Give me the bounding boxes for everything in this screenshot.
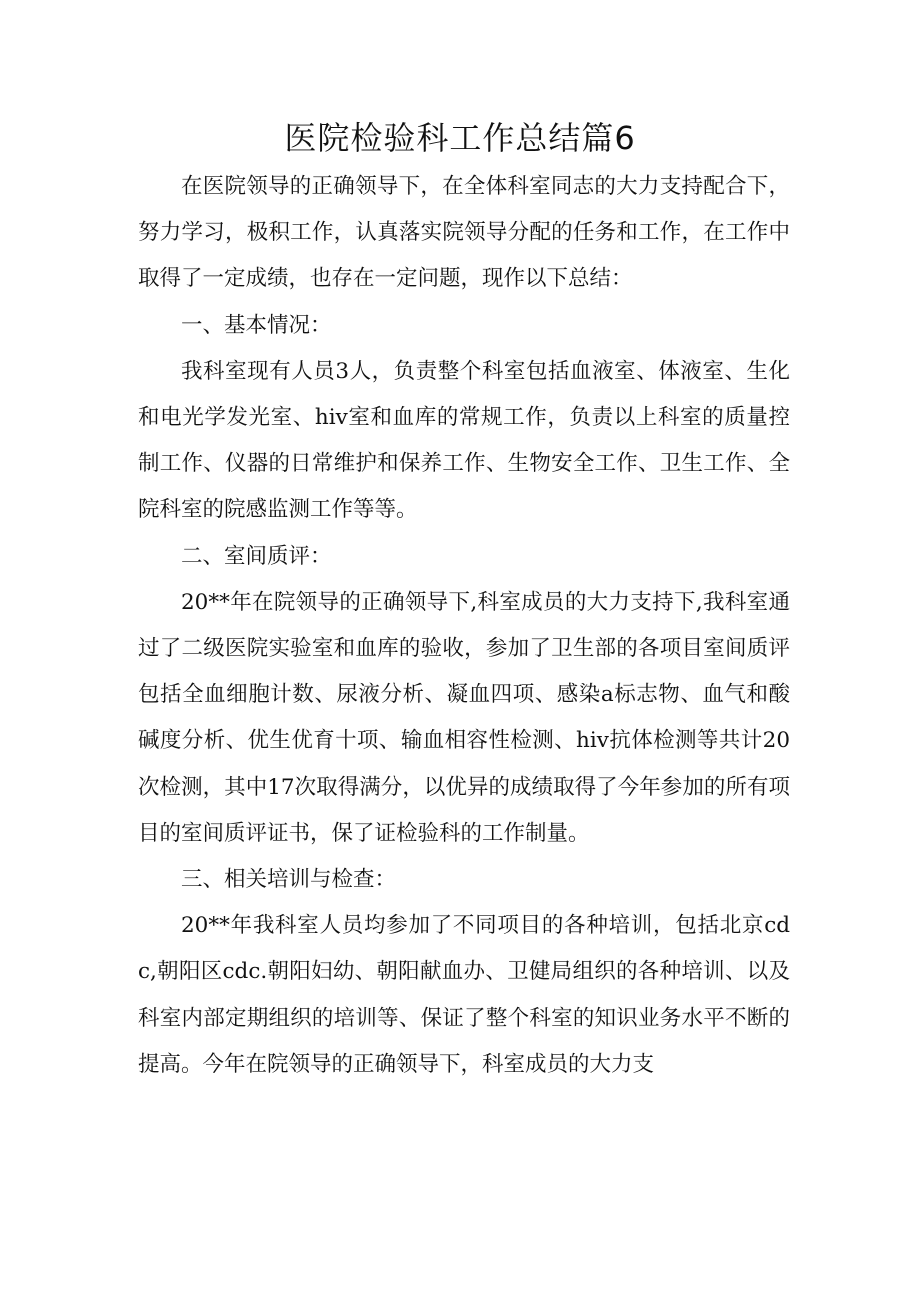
- paragraph-basic-situation: 我科室现有人员3人，负责整个科室包括血液室、体液室、生化和电光学发光室、hiv室和血库的常规工作，负责以上科室的质量控制工作、仪器的日常维护和保养工作、生物安全工作、卫生工作、全院科室的院感监测工作等等。: [138, 358, 790, 523]
- paragraph-training-inspection: 20**年我科室人员均参加了不同项目的各种培训，包括北京cdc,朝阳区cdc.朝阳妇幼、朝阳献血办、卫健局组织的各种培训、以及科室内部定期组织的培训等、保证了整个科室的知识业务水平不断的提高。今年在院领导的正确领导下，科室成员的大力支: [138, 913, 790, 1077]
- section-heading-training-inspection: 三、相关培训与检查：: [181, 867, 397, 893]
- page-title: 医院检验科工作总结篇6: [284, 119, 636, 157]
- document-body: [138, 164, 790, 1088]
- paragraph-external-quality: 20**年在院领导的正确领导下,科室成员的大力支持下,我科室通过了二级医院实验室和血库的验收，参加了卫生部的各项目室间质评包括全血细胞计数、尿液分析、凝血四项、感染a标志物、血气和酸碱度分析、优生优育十项、输血相容性检测、hiv抗体检测等共计20次检测，其中17次取得满分，以优异的成绩取得了今年参加的所有项目的室间质评证书，保了证检验科的工作制量。: [138, 589, 790, 846]
- section-heading-basic-situation: 一、基本情况：: [181, 312, 332, 338]
- section-heading-external-quality: 二、室间质评：: [181, 543, 332, 569]
- paragraph-intro: 在医院领导的正确领导下，在全体科室同志的大力支持配合下，努力学习，极积工作，认真落实院领导分配的任务和工作，在工作中取得了一定成绩，也存在一定问题，现作以下总结：: [138, 174, 790, 292]
